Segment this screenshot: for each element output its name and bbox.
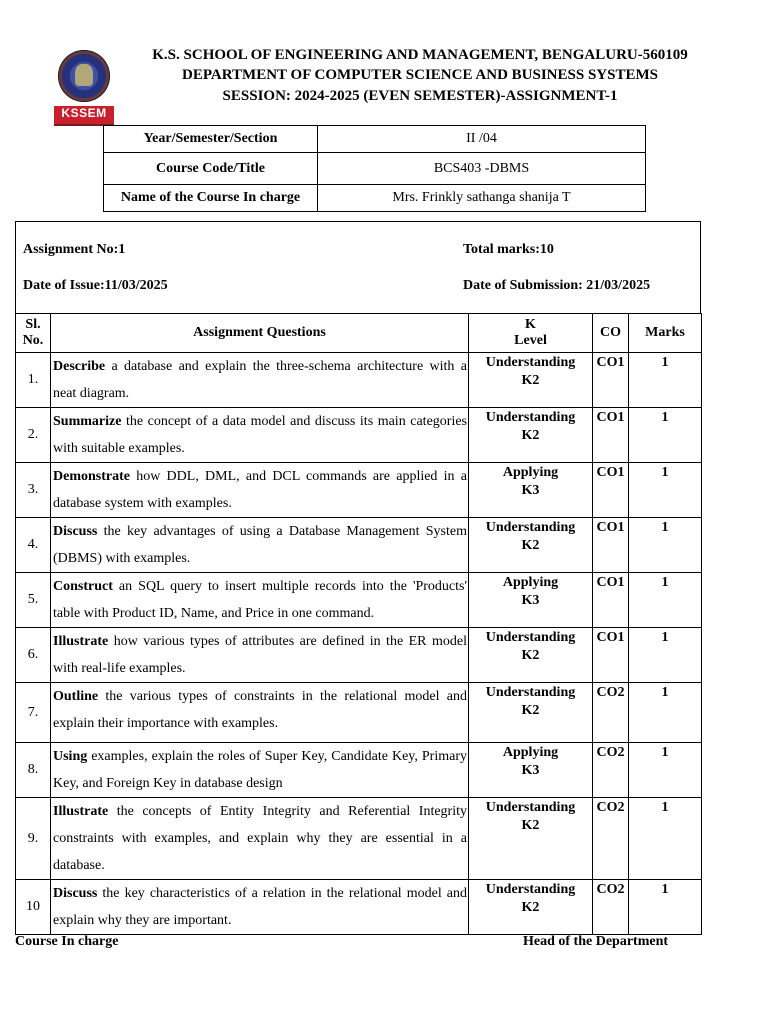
k-level-code: K3 [521, 483, 540, 498]
table-row [16, 743, 702, 798]
info-label: Course Code/Title [104, 153, 318, 185]
question-text: the various types of constraints in the relational model and explain their importance with examples. [53, 689, 467, 731]
k-level-cell [469, 798, 593, 880]
co-cell: CO1 [593, 518, 629, 573]
k-level-name: Understanding [485, 355, 576, 370]
question-cell [51, 798, 469, 880]
info-value: II /04 [318, 126, 646, 153]
table-row [16, 573, 702, 628]
question-cell [51, 518, 469, 573]
question-verb: Discuss [53, 886, 98, 901]
marks-cell: 1 [629, 798, 702, 880]
submission-date: Date of Submission: 21/03/2025 [463, 278, 651, 293]
question-text: the concept of a data model and discuss its main categories with suitable examples. [53, 414, 467, 456]
info-value: Mrs. Frinkly sathanga shanija T [318, 185, 646, 212]
k-level-name: Applying [502, 745, 559, 760]
info-label: Year/Semester/Section [104, 126, 318, 153]
hod-signature: Head of the Department [523, 934, 669, 949]
marks-cell: 1 [629, 463, 702, 518]
header-questions: Assignment Questions [51, 314, 469, 353]
table-row [16, 518, 702, 573]
k-level-code: K2 [521, 648, 540, 663]
header-k-level: K Level [469, 314, 593, 353]
k-level-name: Applying [502, 465, 559, 480]
question-text: an SQL query to insert multiple records into the 'Products' table with Product ID, Name, and Price in one command. [53, 579, 467, 621]
k-level-cell [469, 683, 593, 743]
co-cell: CO1 [593, 628, 629, 683]
k-level-name: Understanding [485, 685, 576, 700]
question-verb: Using [53, 749, 88, 764]
k-level-cell [469, 573, 593, 628]
marks-cell: 1 [629, 628, 702, 683]
info-row [104, 126, 646, 153]
k-level-code: K2 [521, 818, 540, 833]
row-sl-no: 9. [16, 798, 51, 880]
institution-name: K.S. SCHOOL OF ENGINEERING AND MANAGEMENT, BENGALURU-560109 [152, 47, 688, 63]
k-level-cell [469, 463, 593, 518]
row-sl-no: 6. [16, 628, 51, 683]
k-level-code: K2 [521, 538, 540, 553]
question-cell [51, 573, 469, 628]
question-cell [51, 880, 469, 935]
table-row [16, 880, 702, 935]
k-level-code: K2 [521, 373, 540, 388]
question-verb: Illustrate [53, 634, 109, 649]
k-level-name: Understanding [485, 882, 576, 897]
question-verb: Discuss [53, 524, 98, 539]
marks-cell: 1 [629, 353, 702, 408]
question-cell [51, 463, 469, 518]
co-cell: CO1 [593, 408, 629, 463]
row-sl-no: 4. [16, 518, 51, 573]
k-level-code: K3 [521, 763, 540, 778]
question-verb: Demonstrate [53, 469, 130, 484]
row-sl-no: 3. [16, 463, 51, 518]
session-title: SESSION: 2024-2025 (EVEN SEMESTER)-ASSIGNMENT-1 [222, 88, 618, 104]
co-cell: CO2 [593, 880, 629, 935]
row-sl-no: 10 [16, 880, 51, 935]
question-verb: Summarize [53, 414, 122, 429]
question-verb: Describe [53, 359, 106, 374]
marks-cell: 1 [629, 408, 702, 463]
table-row [16, 683, 702, 743]
table-row [16, 408, 702, 463]
co-cell: CO2 [593, 683, 629, 743]
marks-cell: 1 [629, 880, 702, 935]
questions-table [15, 313, 702, 935]
k-level-code: K3 [521, 593, 540, 608]
k-level-cell [469, 353, 593, 408]
k-level-name: Understanding [485, 520, 576, 535]
k-level-name: Understanding [485, 800, 576, 815]
row-sl-no: 7. [16, 683, 51, 743]
issue-date: Date of Issue:11/03/2025 [23, 278, 168, 293]
k-level-name: Understanding [485, 410, 576, 425]
k-level-name: Applying [502, 575, 559, 590]
question-cell [51, 628, 469, 683]
marks-cell: 1 [629, 683, 702, 743]
course-info-table [103, 125, 646, 212]
question-cell [51, 743, 469, 798]
question-text: how DDL, DML, and DCL commands are applied in a database system with examples. [53, 469, 467, 511]
row-sl-no: 5. [16, 573, 51, 628]
header-marks: Marks [629, 314, 702, 353]
k-level-cell [469, 743, 593, 798]
kssem-logo [54, 50, 114, 126]
table-row [16, 463, 702, 518]
table-row [16, 798, 702, 880]
question-text: how various types of attributes are defined in the ER model with real-life examples. [53, 634, 467, 676]
assignment-number: Assignment No:1 [23, 242, 126, 257]
info-value: BCS403 -DBMS [318, 153, 646, 185]
table-row [16, 353, 702, 408]
table-row [16, 628, 702, 683]
question-text: the key advantages of using a Database Management System (DBMS) with examples. [53, 524, 467, 566]
co-cell: CO1 [593, 463, 629, 518]
question-verb: Construct [53, 579, 113, 594]
k-level-cell [469, 518, 593, 573]
k-level-code: K2 [521, 703, 540, 718]
info-label: Name of the Course In charge [104, 185, 318, 212]
question-text: a database and explain the three-schema architecture with a neat diagram. [53, 359, 467, 401]
row-sl-no: 2. [16, 408, 51, 463]
k-level-cell [469, 880, 593, 935]
question-text: the concepts of Entity Integrity and Referential Integrity constraints with examples, and explain why they are essential in a database. [53, 804, 467, 873]
info-row [104, 153, 646, 185]
co-cell: CO2 [593, 743, 629, 798]
header-co: CO [593, 314, 629, 353]
course-in-charge-signature: Course In charge [15, 934, 119, 949]
department-name: DEPARTMENT OF COMPUTER SCIENCE AND BUSINESS SYSTEMS [182, 67, 658, 83]
question-cell [51, 683, 469, 743]
logo-text: KSSEM [54, 106, 114, 124]
college-seal-icon [58, 50, 110, 102]
k-level-code: K2 [521, 900, 540, 915]
row-sl-no: 8. [16, 743, 51, 798]
marks-cell: 1 [629, 743, 702, 798]
k-level-name: Understanding [485, 630, 576, 645]
question-text: examples, explain the roles of Super Key, Candidate Key, Primary Key, and Foreign Key in database design [53, 749, 467, 791]
assignment-meta-box [15, 221, 701, 313]
question-cell [51, 353, 469, 408]
table-header-row [16, 314, 702, 353]
marks-cell: 1 [629, 518, 702, 573]
co-cell: CO2 [593, 798, 629, 880]
question-text: the key characteristics of a relation in the relational model and explain why they are important. [53, 886, 467, 928]
header-sl-no: Sl. No. [16, 314, 51, 353]
k-level-cell [469, 628, 593, 683]
marks-cell: 1 [629, 573, 702, 628]
k-level-code: K2 [521, 428, 540, 443]
question-cell [51, 408, 469, 463]
total-marks: Total marks:10 [463, 242, 554, 257]
co-cell: CO1 [593, 573, 629, 628]
co-cell: CO1 [593, 353, 629, 408]
row-sl-no: 1. [16, 353, 51, 408]
question-verb: Illustrate [53, 804, 109, 819]
k-level-cell [469, 408, 593, 463]
question-verb: Outline [53, 689, 99, 704]
info-row [104, 185, 646, 212]
